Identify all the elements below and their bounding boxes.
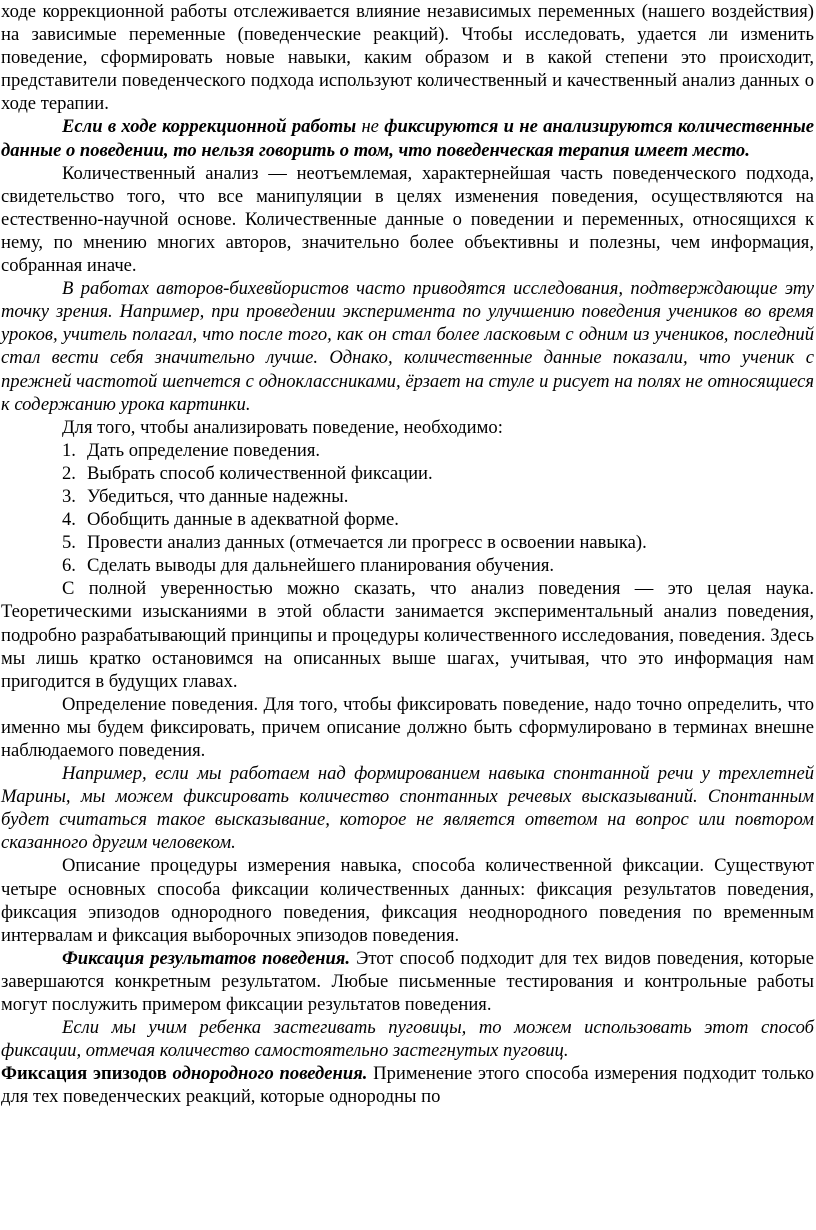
list-item [62, 531, 814, 554]
episode-fixation-heading-part2: однородного поведения. [166, 1063, 368, 1085]
episode-fixation-text: Применение этого способа измерения подходит только для тех поведенческих реакций, которые однородны по [1, 1063, 814, 1108]
list-item-number: 2. [62, 462, 76, 484]
key-statement-part1: Если в ходе коррекционной работы [62, 116, 357, 138]
list-item-number: 4. [62, 509, 76, 531]
list-item [62, 485, 814, 508]
list-item-text: Дать определение поведения. [87, 439, 321, 461]
paragraph-measurement-methods: Описание процедуры измерения навыка, способа количественной фиксации. Существуют четыре основных способа фиксации количественных данных: фиксация результатов поведения, фиксация эпизодов однородного поведения, фиксация неоднородного поведения по временным интервалам и фиксация выборочных эпизодов поведения. [1, 855, 814, 946]
list-item [62, 554, 814, 577]
paragraph-key-statement [1, 115, 814, 161]
result-fixation-heading: Фиксация результатов поведения. [62, 947, 351, 969]
paragraph-quantitative-analysis: Количественный анализ — неотъемлемая, характернейшая часть поведенческого подхода, свидетельство того, что все манипуляции в целях изменения поведения, осуществляются на естественно-научной основе. Количественные данные о поведении и переменных, относящихся к нему, по мнению многих авторов, значительно более объективны и полезны, чем информация, собранная иначе. [1, 162, 814, 277]
list-item-text: Провести анализ данных (отмечается ли прогресс в освоении навыка). [87, 532, 647, 554]
list-item-number: 5. [62, 532, 76, 554]
list-item-text: Обобщить данные в адекватной форме. [87, 509, 399, 531]
paragraph-behavior-science: С полной уверенностью можно сказать, что анализ поведения — это целая наука. Теоретическими изысканиями в этой области занимается экспериментальный анализ поведения, подробно разрабатывающий принципы и процедуры количественного исследования, поведения. Здесь мы лишь кратко остановимся на описанных выше шагах, учитывая, что это информация нам пригодится в будущих главах. [1, 578, 814, 692]
paragraph-example-teacher: В работах авторов-бихевйористов часто приводятся исследования, подтверждающие эту точку зрения. Например, при проведении эксперимента по улучшению поведения учеников во время уроков, учитель полагал, что после того, как он стал более ласковым с одним из учеников, последний стал вести себя значительно лучше. Однако, количественные данные показали, что ученик с прежней частотой шепчется с одноклассниками, ёрзает на стуле и рисует на полях не относящиеся к содержанию урока картинки. [1, 278, 814, 415]
paragraph-behavior-definition: Определение поведения. Для того, чтобы фиксировать поведение, надо точно определить, что именно мы будем фиксировать, причем описание должно быть сформулировано в терминах внешне наблюдаемого поведения. [1, 693, 814, 761]
list-item-number: 1. [62, 439, 76, 461]
list-item [62, 508, 814, 531]
episode-fixation-heading-part1: Фиксация эпизодов [1, 1063, 167, 1085]
paragraph-therapy-analysis: ходе коррекционной работы отслеживается влияние независимых переменных (нашего воздействия) на зависимые переменные (поведенческие реакций). Чтобы исследовать, удается ли изменить поведение, сформировать новые навыки, каким образом и в какой степени это происходит, представители поведенческого подхода используют количественный и качественный анализ данных о ходе терапии. [1, 1, 814, 115]
list-item-number: 6. [62, 555, 76, 577]
list-item [62, 439, 814, 462]
paragraph-example-buttons: Если мы учим ребенка застегивать пуговицы, то можем использовать этот способ фиксации, отмечая количество самостоятельно застегнутых пуговиц. [1, 1017, 814, 1062]
steps-list [1, 439, 814, 578]
list-item [62, 462, 814, 485]
list-item-text: Убедиться, что данные надежны. [87, 485, 349, 507]
key-statement-part2: не [356, 116, 385, 138]
paragraph-example-marina: Например, если мы работаем над формированием навыка спонтанной речи у трехлетней Марины, мы можем фиксировать количество спонтанных речевых высказываний. Спонтанным будет считаться такое высказывание, которое не является ответом на вопрос или повтором сказанного другим человеком. [1, 763, 814, 854]
paragraph-result-fixation [1, 947, 814, 1016]
key-statement-part3: фиксируются и не анализируются количественные данные о поведении, то нельзя говорить о том, что поведенческая терапия имеет место. [1, 116, 814, 161]
list-item-number: 3. [62, 485, 76, 507]
list-item-text: Выбрать способ количественной фиксации. [87, 462, 433, 484]
result-fixation-text: Этот способ подходит для тех видов поведения, которые завершаются конкретным результатом. Любые письменные тестирования и контрольные работы могут послужить примером фиксации результатов поведения. [1, 947, 815, 1016]
paragraph-steps-intro: Для того, чтобы анализировать поведение, необходимо: [62, 416, 503, 438]
paragraph-episode-fixation [1, 1062, 814, 1108]
list-item-text: Сделать выводы для дальнейшего планирования обучения. [87, 555, 555, 577]
